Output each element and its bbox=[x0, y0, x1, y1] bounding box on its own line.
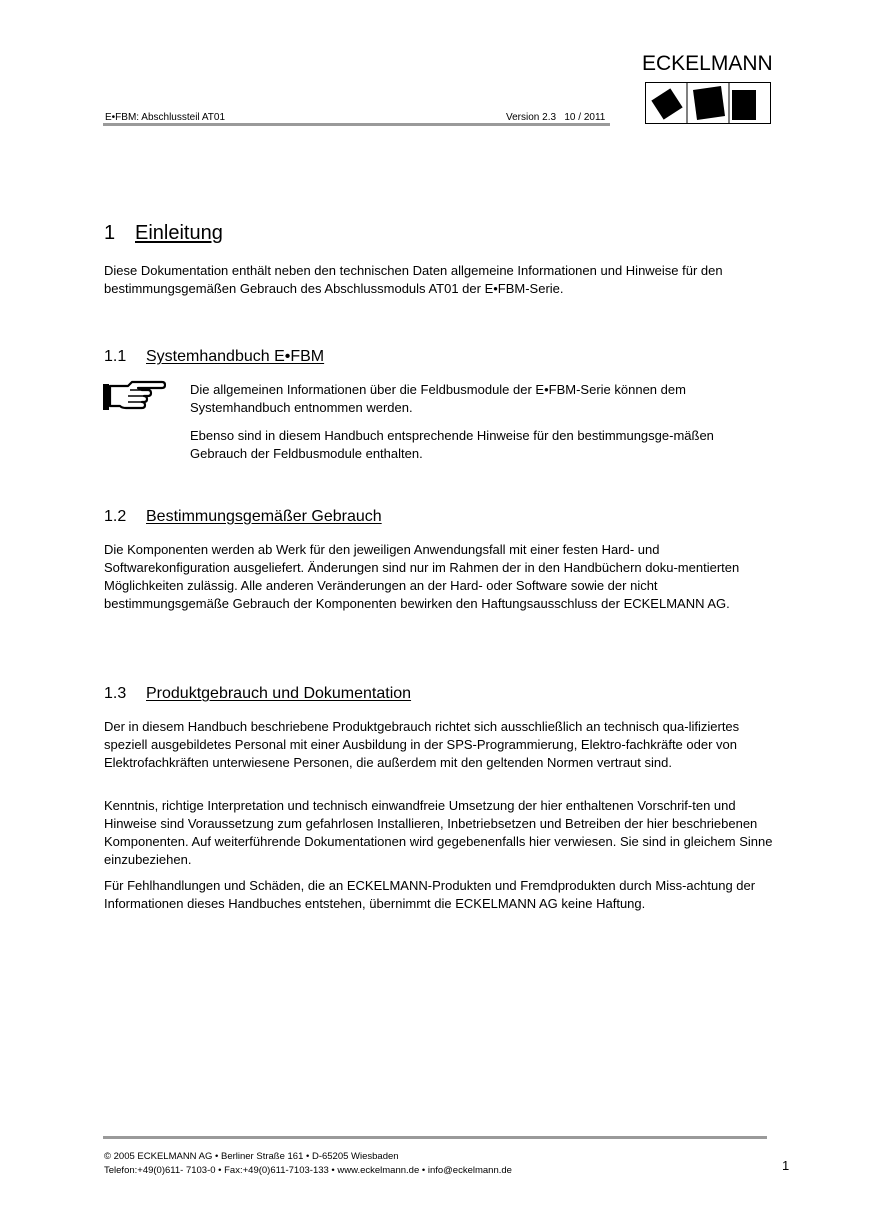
section-number: 1.1 bbox=[104, 348, 127, 365]
paragraph: Für Fehlhandlungen und Schäden, die an ECKELMANN-Produkten und Fremdprodukten durch Miss-achtung der Informationen dieses Handbuches entstehen, übernimmt die ECKELMANN AG keine Haftung. bbox=[104, 878, 756, 911]
section-heading-einleitung bbox=[104, 222, 223, 245]
section-title: Einleitung bbox=[135, 222, 223, 244]
footer-line-contact: Telefon:+49(0)611- 7103-0 • Fax:+49(0)611-7103-133 • www.eckelmann.de • info@eckelmann.de bbox=[104, 1165, 512, 1176]
section-number: 1 bbox=[104, 222, 116, 244]
section-number: 1.3 bbox=[104, 685, 127, 702]
paragraph: Die Komponenten werden ab Werk für den jeweiligen Anwendungsfall mit einer festen Hard- und Softwarekonfiguration ausgeliefert. Änderungen sind nur im Rahmen der in den Handbüchern doku-mentierten Möglichkeiten zulässig. Alle anderen Veränderungen an der Hard- oder Software sowie der nicht bestimmungsgemäße Gebrauch der Komponenten bewirken den Haftungsausschluss der ECKELMANN AG. bbox=[104, 542, 740, 611]
paragraph: Diese Dokumentation enthält neben den technischen Daten allgemeine Informationen und Hinweise für den bestimmungsgemäßen Gebrauch des Abschlussmoduls AT01 der E•FBM-Serie. bbox=[104, 263, 723, 296]
header-divider bbox=[103, 123, 610, 126]
footer-line-address: © 2005 ECKELMANN AG • Berliner Straße 161 • D-65205 Wiesbaden bbox=[104, 1151, 399, 1162]
section-heading-produktgebrauch bbox=[104, 685, 411, 703]
header-doc-title: E•FBM: Abschlussteil AT01 bbox=[105, 112, 226, 123]
page-number: 1 bbox=[782, 1158, 790, 1173]
section-title: Systemhandbuch E•FBM bbox=[146, 348, 325, 365]
paragraph: Kenntnis, richtige Interpretation und technisch einwandfreie Umsetzung der hier enthaltenen Vorschrif-ten und Hinweise sind Voraussetzung zum gefahrlosen Installieren, Inbetriebsetzen und Betreiben der hier beschriebenen Komponenten. Auf weiterführende Dokumentationen wird gegebenenfalls hier verwiesen. Sie sind in gleichem Sinne einzubeziehen. bbox=[104, 798, 773, 867]
section-number: 1.2 bbox=[104, 508, 127, 525]
paragraph: Der in diesem Handbuch beschriebene Produktgebrauch richtet sich ausschließlich an technisch qua-lifiziertes speziell ausgebildetes Personal mit einer Ausbildung in der SPS-Programmierung, Elektro-fachkräfte oder von Elektrofachkräften unterwiesene Personen, die außerdem mit den geltenden Normen vertraut sind. bbox=[104, 719, 740, 770]
footer-divider bbox=[103, 1136, 767, 1139]
section-title: Produktgebrauch und Dokumentation bbox=[146, 685, 412, 702]
section-heading-bestimmungsgemaesser-gebrauch bbox=[104, 508, 382, 526]
footer-address bbox=[104, 1150, 512, 1178]
pointing-hand-icon bbox=[102, 378, 166, 414]
company-logo-text: ECKELMANN bbox=[642, 52, 773, 75]
section-title: Bestimmungsgemäßer Gebrauch bbox=[146, 508, 382, 525]
header-version: Version 2.3 10 / 2011 bbox=[506, 112, 606, 123]
paragraph: Die allgemeinen Informationen über die Feldbusmodule der E•FBM-Serie können dem Systemhandbuch entnommen werden. bbox=[190, 382, 686, 415]
section-heading-systemhandbuch bbox=[104, 348, 324, 366]
paragraph: Ebenso sind in diesem Handbuch entsprechende Hinweise für den bestimmungsge-mäßen Gebrauch der Feldbusmodule enthalten. bbox=[190, 428, 714, 461]
company-logo-mark bbox=[645, 82, 771, 124]
